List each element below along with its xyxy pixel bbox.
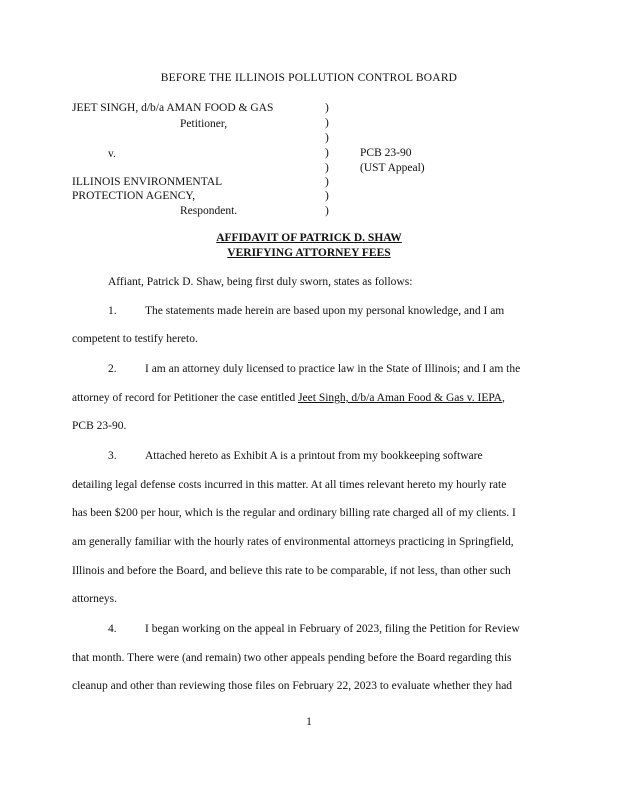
paragraph-number: 3.	[108, 450, 117, 462]
paragraph-number: 2.	[108, 363, 117, 375]
caption-paren: )	[325, 132, 329, 144]
respondent-role: Respondent.	[180, 205, 238, 217]
paragraph-4-line: I began working on the appeal in February of 2023, filing the Petition for Review	[145, 623, 520, 635]
caption-paren: )	[325, 102, 329, 114]
paragraph-number: 1.	[108, 305, 117, 317]
caption-paren: )	[325, 190, 329, 202]
caption-paren: )	[325, 147, 329, 159]
paragraph-2-line: PCB 23-90.	[72, 420, 127, 432]
paragraph-3-line: Attached hereto as Exhibit A is a printout from my bookkeeping software	[145, 450, 483, 462]
affidavit-heading: AFFIDAVIT OF PATRICK D. SHAW	[216, 232, 402, 244]
case-citation: Jeet Singh, d/b/a Aman Food & Gas v. IEPA	[298, 392, 502, 404]
case-type: (UST Appeal)	[360, 162, 425, 174]
paragraph-3-line: has been $200 per hour, which is the regular and ordinary billing rate charged all of my clients. I	[72, 507, 516, 519]
respondent-name-line-1: ILLINOIS ENVIRONMENTAL	[72, 176, 223, 188]
paragraph-number: 4.	[108, 623, 117, 635]
affidavit-subheading: VERIFYING ATTORNEY FEES	[227, 247, 391, 259]
paragraph-4-line: that month. There were (and remain) two other appeals pending before the Board regarding this	[72, 652, 512, 664]
paragraph-2-line: I am an attorney duly licensed to practice law in the State of Illinois; and I am the	[145, 363, 521, 375]
paragraph-2-line	[72, 393, 505, 405]
caption-paren: )	[325, 205, 329, 217]
caption-paren: )	[325, 176, 329, 188]
caption-paren: )	[325, 117, 329, 129]
paragraph-4-line: cleanup and other than reviewing those files on February 22, 2023 to evaluate whether they had	[72, 680, 513, 692]
intro-paragraph: Affiant, Patrick D. Shaw, being first duly sworn, states as follows:	[108, 276, 413, 288]
petitioner-role: Petitioner,	[180, 118, 228, 130]
paragraph-3-line: am generally familiar with the hourly rates of environmental attorneys practicing in Springfield,	[72, 536, 514, 548]
versus-label: v.	[108, 148, 116, 160]
caption-paren: )	[325, 162, 329, 174]
paragraph-3-line: attorneys.	[72, 593, 118, 605]
petitioner-name: JEET SINGH, d/b/a AMAN FOOD & GAS	[72, 102, 274, 114]
paragraph-1-line: The statements made herein are based upon my personal knowledge, and I am	[145, 305, 505, 317]
paragraph-3-line: detailing legal defense costs incurred in this matter. At all times relevant hereto my hourly rate	[72, 479, 507, 491]
case-number: PCB 23-90	[360, 147, 412, 159]
board-title: BEFORE THE ILLINOIS POLLUTION CONTROL BOARD	[160, 72, 458, 84]
paragraph-1-line: competent to testify hereto.	[72, 333, 198, 345]
paragraph-2-text: attorney of record for Petitioner the case entitled	[72, 392, 299, 404]
respondent-name-line-2: PROTECTION AGENCY,	[72, 190, 196, 202]
paragraph-3-line: Illinois and before the Board, and believe this rate to be comparable, if not less, than other such	[72, 565, 511, 577]
paragraph-2-text: ,	[502, 392, 505, 404]
page-number: 1	[306, 716, 312, 728]
